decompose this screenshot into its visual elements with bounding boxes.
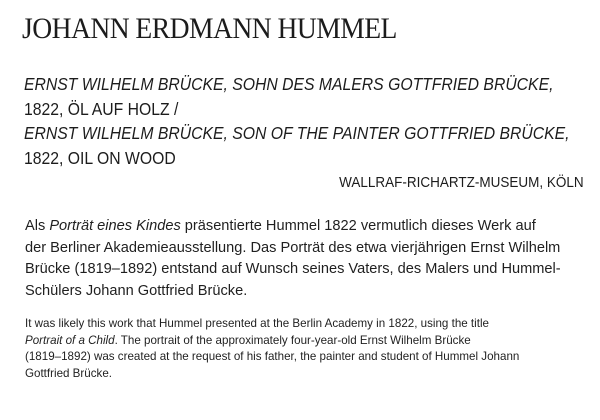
english-line-4: Gottfried Brücke. [25,366,112,380]
english-line-3: (1819–1892) was created at the request of his father, the painter and student of Hummel Johann [25,350,520,363]
german-line-1-end: präsentierte Hummel 1822 vermutlich dieses Werk auf [180,218,536,234]
artwork-date-medium-english: 1822, OIL ON WOOD [24,147,176,168]
german-line-4: Schülers Johann Gottfried Brücke. [25,282,248,299]
german-italic-title: Porträt eines Kindes [49,218,181,234]
english-description [25,316,590,382]
german-line-2: der Berliner Akademieausstellung. Das Porträt des etwa vierjährigen Ernst Wilhelm [25,239,561,256]
artwork-date-medium-german: 1822, ÖL AUF HOLZ / [24,98,179,119]
artwork-title-english: ERNST WILHELM BRÜCKE, SON OF THE PAINTER GOTTFRIED BRÜCKE, [24,123,570,143]
german-line-3: Brücke (1819–1892) entstand auf Wunsch seines Vaters, des Malers und Hummel- [25,261,561,277]
german-description [25,216,595,302]
german-line-1 [25,216,595,238]
artwork-title-block [24,72,594,170]
artwork-title-german: ERNST WILHELM BRÜCKE, SOHN DES MALERS GOTTFRIED BRÜCKE, [24,74,554,94]
english-line-1: It was likely this work that Hummel presented at the Berlin Academy in 1822, using the title [25,317,489,330]
english-line-2-end: . The portrait of the approximately four-year-old Ernst Wilhelm Brücke [114,333,471,347]
german-line-1-start: Als [25,218,50,234]
english-line-2 [25,333,590,350]
museum-credit: WALLRAF-RICHARTZ-MUSEUM, KÖLN [339,174,584,191]
artist-name: JOHANN ERDMANN HUMMEL [22,12,397,45]
english-italic-title: Portrait of a Child [25,333,115,347]
